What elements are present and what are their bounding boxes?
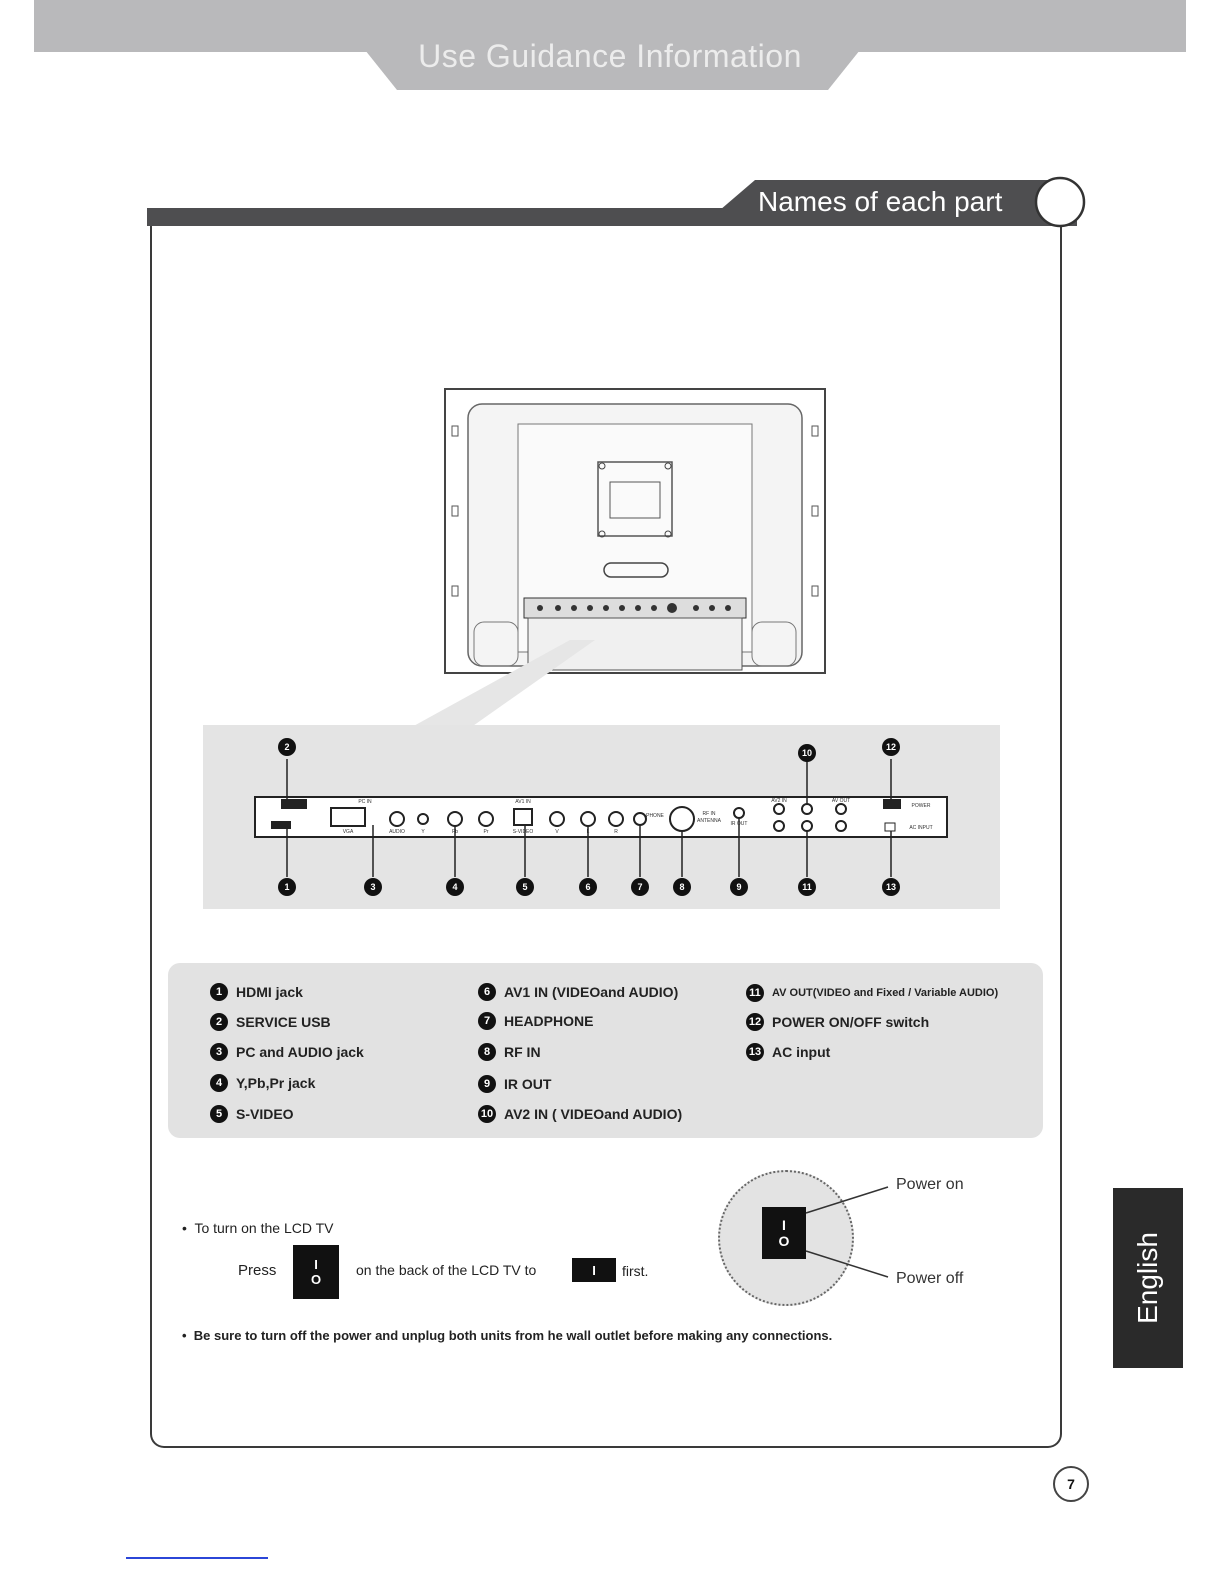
port-label: PC IN xyxy=(358,799,372,805)
page-number: 7 xyxy=(1053,1466,1089,1502)
port-label: S-VIDEO xyxy=(512,829,534,835)
legend-item: 2 SERVICE USB xyxy=(210,1013,331,1031)
callout-number: 9 xyxy=(736,882,742,892)
port-label: AV OUT xyxy=(831,798,851,804)
port-label: POWER xyxy=(911,803,931,809)
port-label: PHONE xyxy=(646,813,664,819)
instruction-middle-text: on the back of the LCD TV to xyxy=(356,1262,537,1278)
legend-item: 6 AV1 IN (VIDEOand AUDIO) xyxy=(478,983,678,1001)
power-on-label: Power on xyxy=(896,1176,964,1193)
port-label: Pr xyxy=(483,829,489,835)
legend-item: 7 HEADPHONE xyxy=(478,1012,593,1030)
callout-number: 2 xyxy=(284,742,290,752)
port-label: R xyxy=(614,829,618,835)
callout-number: 3 xyxy=(370,882,376,892)
legend-item: 11 AV OUT(VIDEO and Fixed / Variable AUDIO) xyxy=(746,984,998,1002)
power-off-label: Power off xyxy=(896,1270,964,1287)
legend-item: 9 IR OUT xyxy=(478,1075,551,1093)
callout-number: 10 xyxy=(801,748,813,758)
callout-number: 1 xyxy=(284,882,290,892)
page-header-title: Use Guidance Information xyxy=(418,38,802,74)
power-switch-closeup-icon: I O xyxy=(762,1207,806,1259)
power-switch-icon: I O xyxy=(293,1245,339,1299)
callout-number: 4 xyxy=(452,882,458,892)
callout-number: 8 xyxy=(679,882,685,892)
port-label: Pb xyxy=(451,829,459,835)
footer-link-line xyxy=(126,1557,268,1559)
language-tab-label: English xyxy=(1132,1232,1163,1324)
section-title: Names of each part xyxy=(758,186,1003,217)
connector-panel-diagram xyxy=(203,725,1000,909)
port-label: AC INPUT xyxy=(909,825,933,831)
port-label: ANTENNA xyxy=(697,818,721,824)
port-label: AUDIO xyxy=(389,829,405,835)
callout-number: 13 xyxy=(885,882,897,892)
legend-item: 5 S-VIDEO xyxy=(210,1105,294,1123)
callout-number: 5 xyxy=(522,882,528,892)
instruction-first-text: first. xyxy=(622,1263,649,1279)
legend-item: 8 RF IN xyxy=(478,1043,541,1061)
press-text: Press xyxy=(238,1262,277,1279)
instruction-bullet-2: • Be sure to turn off the power and unplug both units from he wall outlet before making any connections. xyxy=(182,1328,833,1343)
legend-item: 1 HDMI jack xyxy=(210,983,303,1001)
instruction-bullet-1: • To turn on the LCD TV xyxy=(182,1220,334,1236)
legend-item: 12 POWER ON/OFF switch xyxy=(746,1013,929,1031)
callout-number: 12 xyxy=(885,742,897,752)
legend-item: 4 Y,Pb,Pr jack xyxy=(210,1074,315,1092)
callout-number: 11 xyxy=(802,882,812,892)
port-label: VGA xyxy=(342,829,354,835)
callout-number: 7 xyxy=(637,882,643,892)
callout-number: 6 xyxy=(585,882,591,892)
tv-back-diagram xyxy=(440,386,830,678)
legend-item: 10 AV2 IN ( VIDEOand AUDIO) xyxy=(478,1105,682,1123)
port-label: AV2 IN xyxy=(771,798,787,804)
legend-item: 3 PC and AUDIO jack xyxy=(210,1043,364,1061)
section-tab xyxy=(0,0,1224,240)
port-label: V xyxy=(555,829,559,835)
switch-on-position-icon: I xyxy=(572,1258,616,1282)
legend-item: 13 AC input xyxy=(746,1043,830,1061)
port-label: L xyxy=(586,829,590,835)
port-label: AV1 IN xyxy=(515,799,531,805)
port-label: IR OUT xyxy=(730,821,748,827)
port-label: RF IN xyxy=(702,811,716,817)
port-label: Y xyxy=(421,829,425,835)
